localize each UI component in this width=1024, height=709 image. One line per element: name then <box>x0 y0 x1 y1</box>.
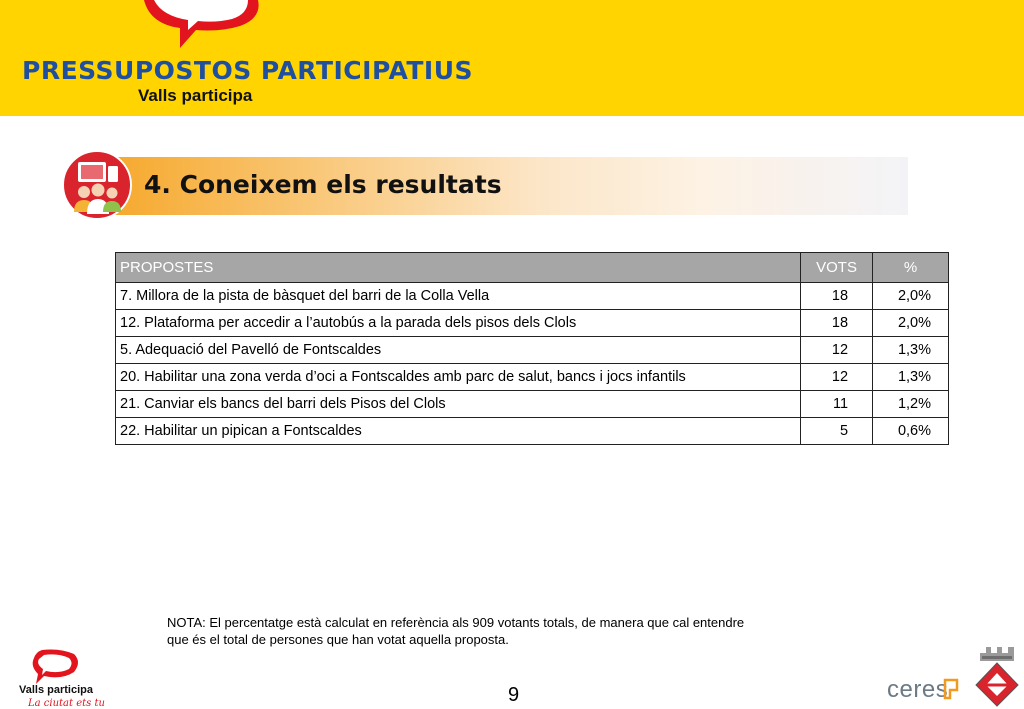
page-number: 9 <box>508 684 520 706</box>
votes-cell: 18 <box>801 310 873 337</box>
table-row <box>116 391 949 418</box>
column-header-percent: % <box>873 253 949 283</box>
logo-tagline: La ciutat ets tu <box>28 698 105 708</box>
speech-bubble-icon <box>140 0 262 50</box>
votes-cell: 12 <box>801 337 873 364</box>
valls-coat-of-arms-icon <box>974 645 1020 707</box>
votes-cell: 18 <box>801 283 873 310</box>
proposal-cell: 21. Canviar els bancs del barri dels Pisos del Clols <box>116 391 801 418</box>
votes-cell: 5 <box>801 418 873 445</box>
table-row <box>116 310 949 337</box>
percent-cell: 1,2% <box>873 391 949 418</box>
table-row <box>116 337 949 364</box>
valls-participa-logo <box>16 648 106 708</box>
section-title: 4. Coneixem els resultats <box>144 170 502 199</box>
percent-cell: 1,3% <box>873 364 949 391</box>
results-table <box>115 252 949 445</box>
table-row <box>116 364 949 391</box>
footnote-line-2: que és el total de persones que han votat aquella proposta. <box>167 632 509 647</box>
percent-cell: 0,6% <box>873 418 949 445</box>
percent-cell: 1,3% <box>873 337 949 364</box>
votes-cell: 12 <box>801 364 873 391</box>
column-header-votes: VOTS <box>801 253 873 283</box>
proposal-cell: 7. Millora de la pista de bàsquet del barri de la Colla Vella <box>116 283 801 310</box>
proposal-cell: 20. Habilitar una zona verda d’oci a Fontscaldes amb parc de salut, bancs i jocs infantils <box>116 364 801 391</box>
header-band <box>0 0 1024 116</box>
table-row <box>116 283 949 310</box>
people-voting-screen-icon <box>62 150 132 220</box>
footnote <box>167 614 827 648</box>
proposal-cell: 5. Adequació del Pavelló de Fontscaldes <box>116 337 801 364</box>
table-header-row <box>116 253 949 283</box>
column-header-proposals: PROPOSTES <box>116 253 801 283</box>
votes-cell: 11 <box>801 391 873 418</box>
brand-subtitle: Valls participa <box>138 86 253 105</box>
percent-cell: 2,0% <box>873 310 949 337</box>
table-row <box>116 418 949 445</box>
ceres-logo: ceres <box>887 676 949 703</box>
ceres-mark-icon <box>942 678 960 700</box>
brand-title: PRESSUPOSTOS PARTICIPATIUS <box>22 56 474 85</box>
proposal-cell: 12. Plataforma per accedir a l’autobús a la parada dels pisos dels Clols <box>116 310 801 337</box>
proposal-cell: 22. Habilitar un pipican a Fontscaldes <box>116 418 801 445</box>
footer-logo-text: Valls participa <box>19 684 93 696</box>
percent-cell: 2,0% <box>873 283 949 310</box>
footnote-line-1: NOTA: El percentatge està calculat en referència als 909 votants totals, de manera que cal entendre <box>167 615 745 630</box>
